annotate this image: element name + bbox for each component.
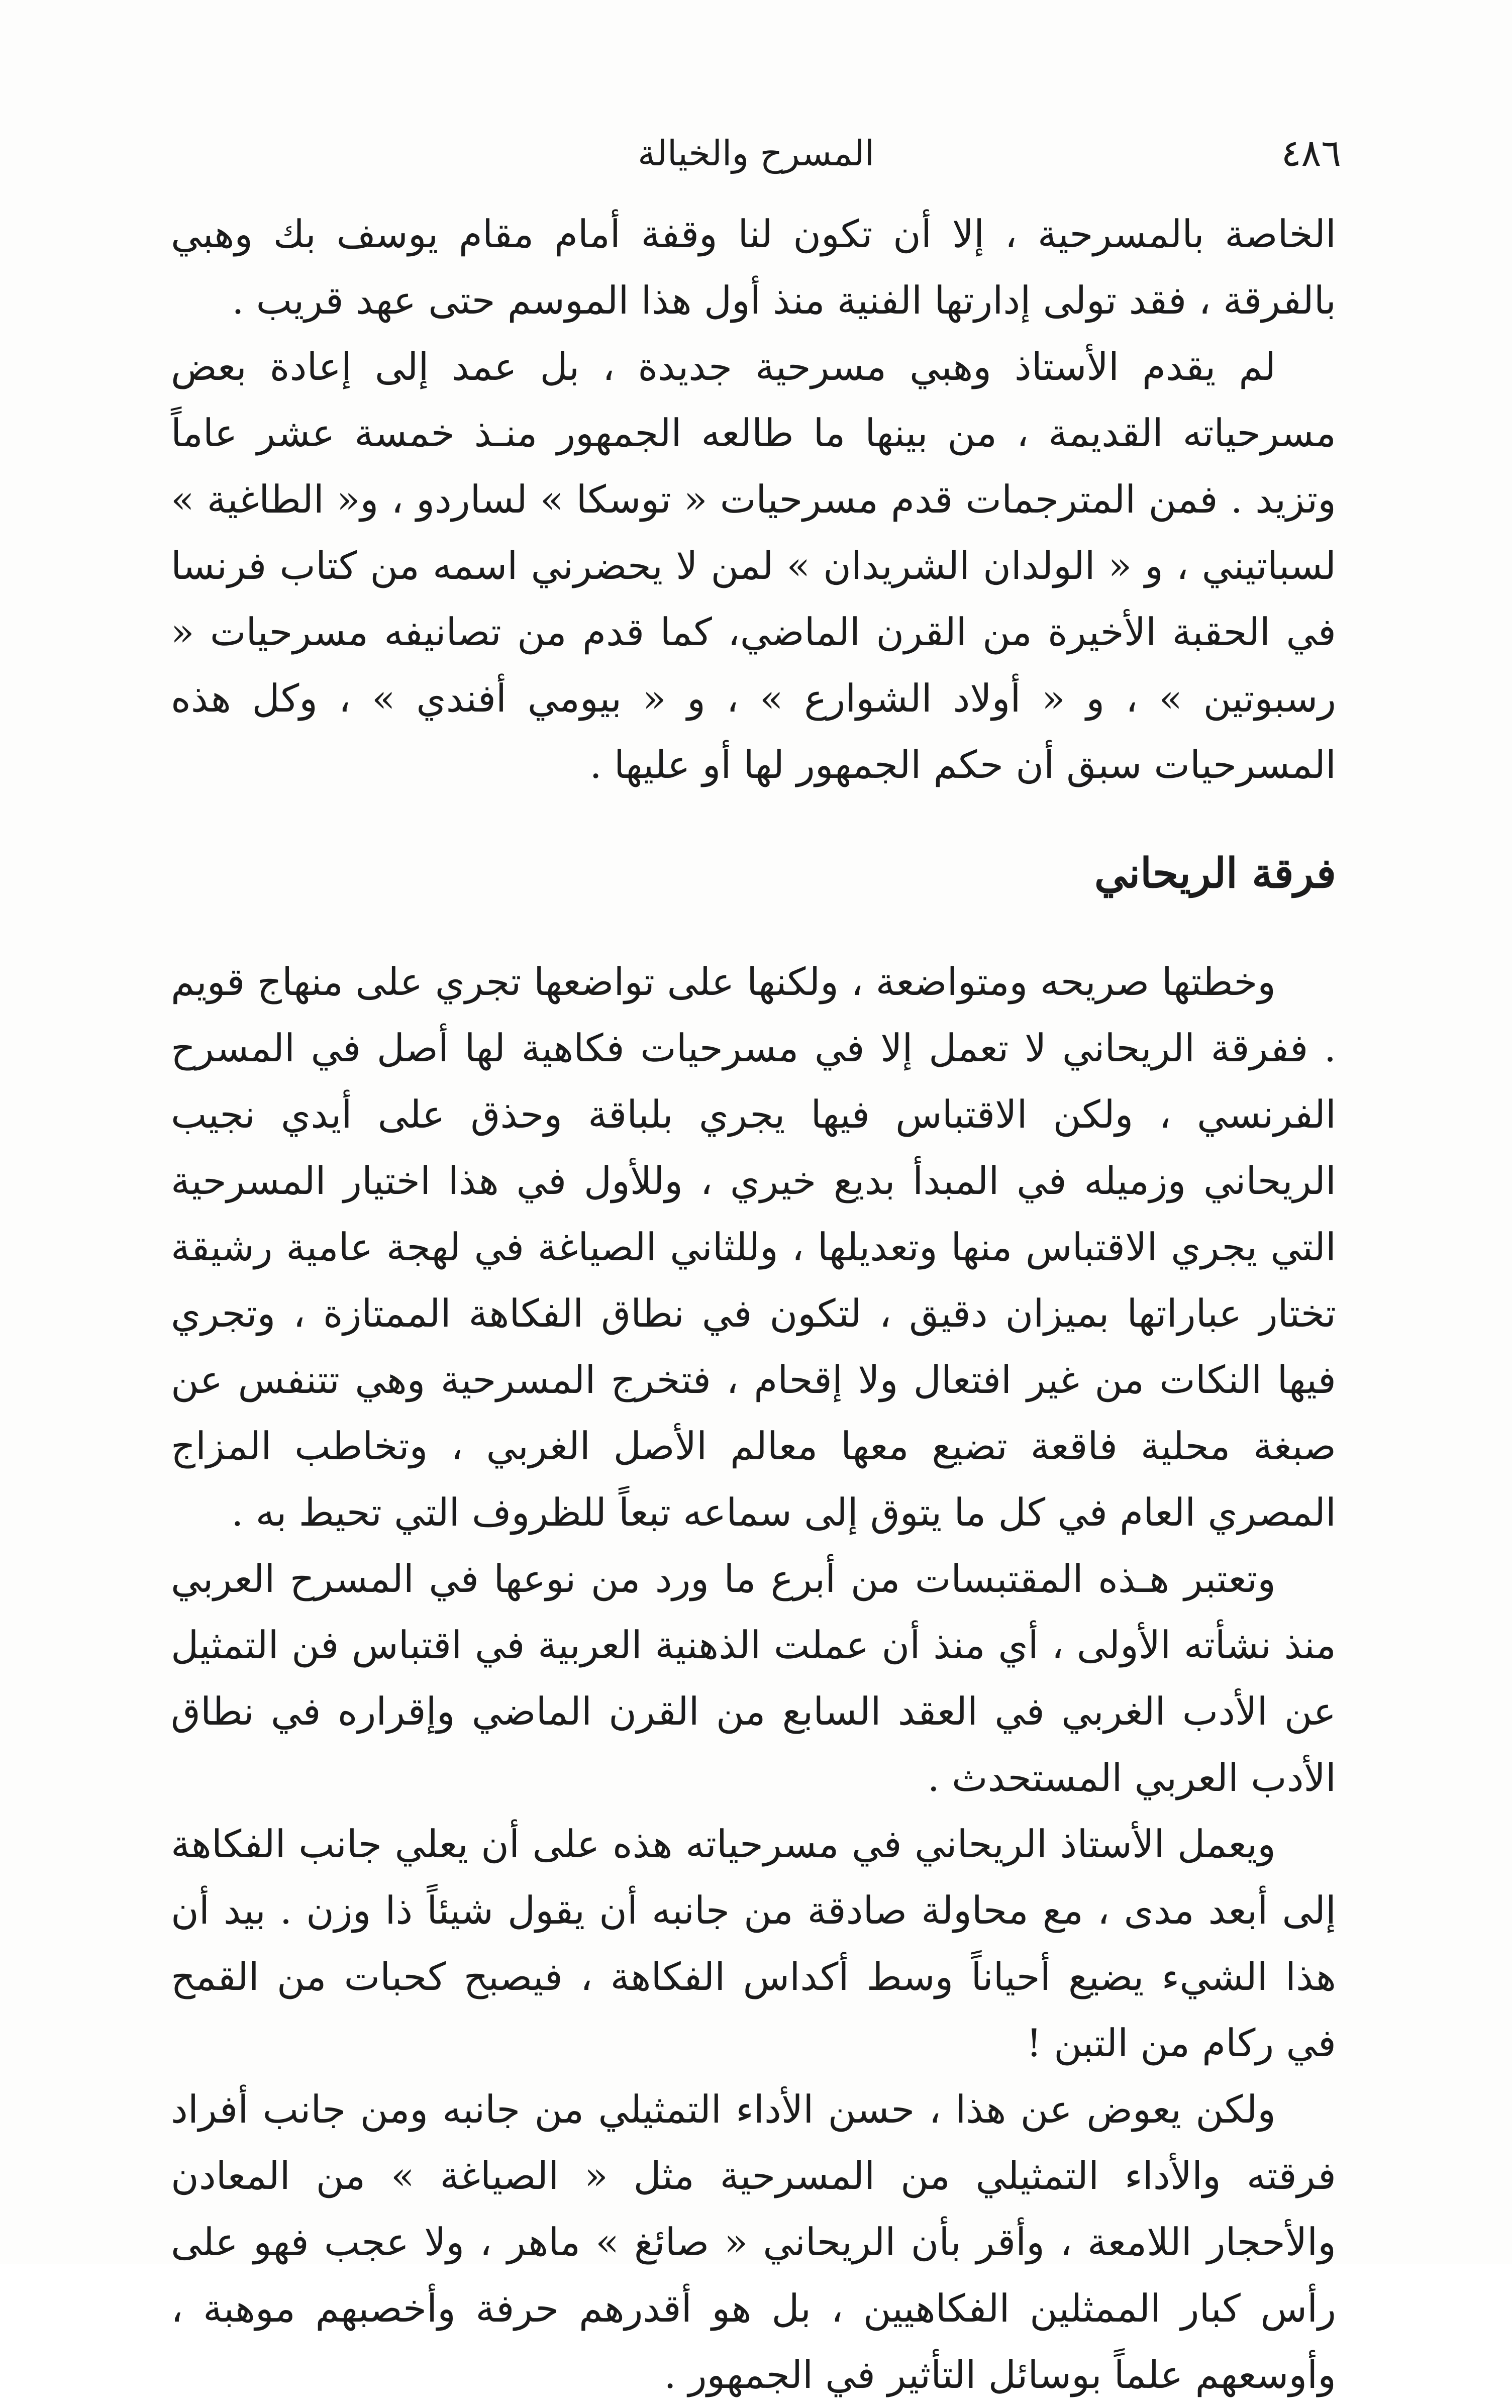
paragraph-continued: الخاصة بالمسرحية ، إلا أن تكون لنا وقفة أمام مقام يوسف بك وهبي بالفرقة ، فقد تولى إدارتها الفنية منذ أول هذا الموسم حتى عهد قريب . [171,212,1336,323]
paragraph-wahbi-troupe: لم يقدم الأستاذ وهبي مسرحية جديدة ، بل عمد إلى إعادة بعض مسرحياته القديمة ، من بينها ما طالعه الجمهور منـذ خمسة عشر عاماً وتزيد . فمن المترجمات قدم مسرحيات « توسكا » لساردو ، و« الطاغية » لسباتيني ، و « الولدان الشريدان » لمن لا يحضرني اسمه من كتاب فرنسا في الحقبة الأخيرة من القرن الماضي، كما قدم من تصانيفه مسرحيات « رسبوتين » ، و « أولاد الشوارع » ، و « بيومي أفندي » ، وكل هذه المسرحيات سبق أن حكم الجمهور لها أو عليها . [171,344,1336,787]
paragraph-adaptations: وتعتبر هـذه المقتبسات من أبرع ما ورد من نوعها في المسرح العربي منذ نشأته الأولى ، أي منذ أن عملت الذهنية العربية في اقتباس فن التمثيل عن الأدب الغربي في العقد السابع من القرن الماضي وإقراره في نطاق الأدب العربي المستحدث . [171,1556,1336,1800]
paragraph-comedy: ويعمل الأستاذ الريحاني في مسرحياته هذه على أن يعلي جانب الفكاهة إلى أبعد مدى ، مع محاولة صادقة من جانبه أن يقول شيئاً ذا وزن . بيد أن هذا الشيء يضيع أحياناً وسط أكداس الفكاهة ، فيصبح كحبات من القمح في ركام من التبن ! [171,1822,1336,2065]
running-title: المسرح والخيالة [638,133,874,174]
section-heading: فرقة الريحاني [1094,849,1336,897]
paragraph-rihani-plan: وخطتها صريحه ومتواضعة ، ولكنها على تواضعها تجري على منهاج قويم . ففرقة الريحاني لا تعمل إلا في مسرحيات فكاهية لها أصل في المسرح الفرنسي ، ولكن الاقتباس فيها يجري بلباقة وحذق على أيدي نجيب الريحاني وزميله في المبدأ بديع خيري ، وللأول في هذا اختيار المسرحية التي يجري الاقتباس منها وتعديلها ، وللثاني الصياغة في لهجة عامية رشيقة تختار عباراتها بميزان دقيق ، لتكون في نطاق الفكاهة الممتازة ، وتجري فيها النكات من غير افتعال ولا إقحام ، فتخرج المسرحية وهي تتنفس عن صبغة محلية فاقعة تضيع معها معالم الأصل الغربي ، وتخاطب المزاج المصري العام في كل ما يتوق إلى سماعه تبعاً للظروف التي تحيط به . [171,959,1337,1535]
paragraph-performance: ولكن يعوض عن هذا ، حسن الأداء التمثيلي من جانبه ومن جانب أفراد فرقته والأداء التمثيلي من المسرحية مثل « الصياغة » من المعادن والأحجار اللامعة ، وأقر بأن الريحاني « صائغ » ماهر ، ولا عجب فهو على رأس كبار الممثلين الفكاهيين ، بل هو أقدرهم حرفة وأخصبهم موهبة ، وأوسعهم علماً بوسائل التأثير في الجمهور . [171,2087,1336,2397]
page-body [171,201,1336,2408]
page-number: ٤٨٦ [1281,132,1341,175]
page-header [171,126,1341,181]
